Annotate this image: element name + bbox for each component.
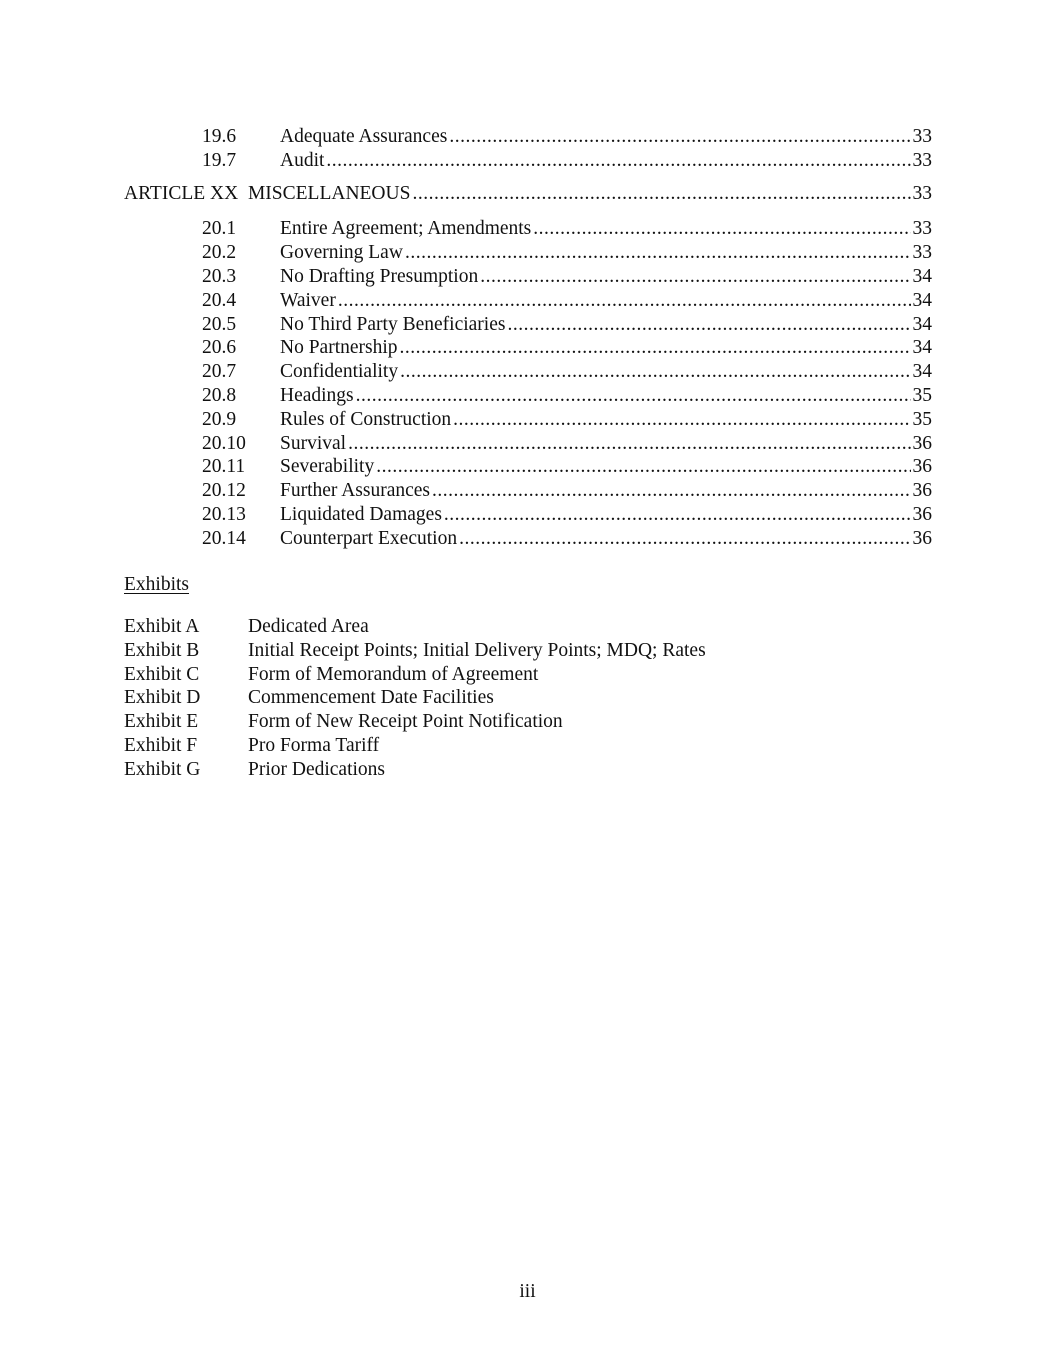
toc-entry-page: 34 [912,314,932,335]
page-number: iii [519,1281,536,1302]
toc-entry-19-7[interactable] [202,149,932,173]
toc-entry-20-7[interactable] [202,360,932,384]
toc-entry-20-10[interactable] [202,432,932,456]
toc-entry-number: 19.7 [202,150,237,171]
toc-entry-number: 20.7 [202,361,237,382]
toc-entry-20-6[interactable] [202,336,932,360]
toc-entry-title: Audit [280,150,325,171]
dot-leader [326,149,910,173]
toc-entry-title: Liquidated Damages [280,504,442,525]
toc-entry-page: 33 [912,150,932,171]
toc-entry-20-13[interactable] [202,503,932,527]
dot-leader [432,479,910,503]
exhibit-description: Initial Receipt Points; Initial Delivery Points; MDQ; Rates [248,640,706,661]
toc-entry-title: Entire Agreement; Amendments [280,218,532,239]
toc-entry-page: 34 [912,290,932,311]
toc-entry-19-6[interactable] [202,125,932,149]
toc-entry-number: 20.6 [202,337,237,358]
toc-entry-title: Adequate Assurances [280,126,448,147]
toc-entry-number: 20.13 [202,504,246,525]
toc-entry-title: No Third Party Beneficiaries [280,314,506,335]
toc-entry-20-12[interactable] [202,479,932,503]
exhibit-label: Exhibit G [124,759,201,780]
exhibit-description: Dedicated Area [248,616,369,637]
exhibit-label: Exhibit C [124,664,200,685]
toc-entry-page: 36 [912,504,932,525]
toc-entry-page: 34 [912,337,932,358]
dot-leader [400,336,911,360]
dot-leader [348,432,910,456]
toc-entry-20-5[interactable] [202,313,932,337]
exhibit-description: Pro Forma Tariff [248,735,380,756]
toc-entry-page: 35 [912,385,932,406]
dot-leader [412,182,910,206]
dot-leader [444,503,911,527]
toc-entry-page: 33 [912,218,932,239]
toc-entry-page: 34 [912,361,932,382]
dot-leader [338,289,911,313]
toc-entry-page: 36 [912,456,932,477]
exhibit-description: Prior Dedications [248,759,386,780]
toc-entry-number: 20.3 [202,266,237,287]
exhibit-description: Form of Memorandum of Agreement [248,664,539,685]
dot-leader [405,241,911,265]
toc-entry-20-3[interactable] [202,265,932,289]
toc-entry-20-9[interactable] [202,408,932,432]
toc-entry-number: 20.9 [202,409,237,430]
toc-entry-title: Waiver [280,290,336,311]
toc-article-title: ARTICLE XX MISCELLANEOUS [124,183,411,204]
toc-entry-20-4[interactable] [202,289,932,313]
dot-leader [356,384,911,408]
toc-entry-20-2[interactable] [202,241,932,265]
dot-leader [480,265,910,289]
toc-entry-title: Severability [280,456,375,477]
toc-entry-title: Survival [280,433,347,454]
toc-entry-20-11[interactable] [202,455,932,479]
exhibit-label: Exhibit F [124,735,198,756]
dot-leader [400,360,910,384]
toc-entry-number: 20.4 [202,290,237,311]
toc-entry-title: No Partnership [280,337,398,358]
toc-entry-title: Confidentiality [280,361,399,382]
toc-entry-20-8[interactable] [202,384,932,408]
exhibit-label: Exhibit B [124,640,200,661]
exhibit-description: Form of New Receipt Point Notification [248,711,563,732]
toc-article-xx[interactable] [124,182,932,206]
dot-leader [449,125,910,149]
toc-entry-page: 35 [912,409,932,430]
toc-entry-title: Rules of Construction [280,409,452,430]
toc-entry-page: 34 [912,266,932,287]
exhibit-label: Exhibit E [124,711,199,732]
toc-entry-number: 20.2 [202,242,237,263]
toc-entry-title: Headings [280,385,354,406]
dot-leader [507,313,910,337]
toc-entry-page: 36 [912,528,932,549]
toc-entry-page: 36 [912,433,932,454]
toc-entry-20-14[interactable] [202,527,932,551]
dot-leader [453,408,910,432]
toc-entry-number: 20.10 [202,433,246,454]
toc-entry-title: No Drafting Presumption [280,266,479,287]
dot-leader [533,217,910,241]
toc-entry-number: 20.1 [202,218,237,239]
toc-entry-20-1[interactable] [202,217,932,241]
dot-leader [459,527,910,551]
toc-entry-title: Counterpart Execution [280,528,458,549]
toc-entry-number: 20.8 [202,385,237,406]
toc-entry-number: 20.12 [202,480,246,501]
exhibit-description: Commencement Date Facilities [248,687,494,708]
toc-entry-number: 20.14 [202,528,246,549]
toc-article-page: 33 [912,183,932,204]
exhibit-label: Exhibit A [124,616,200,637]
exhibits-heading: Exhibits [124,574,190,595]
toc-entry-number: 20.11 [202,456,246,477]
toc-entry-number: 19.6 [202,126,237,147]
dot-leader [376,455,910,479]
toc-entry-page: 36 [912,480,932,501]
exhibit-label: Exhibit D [124,687,201,708]
toc-entry-title: Further Assurances [280,480,431,501]
toc-entry-number: 20.5 [202,314,237,335]
toc-entry-title: Governing Law [280,242,403,263]
toc-entry-page: 33 [912,242,932,263]
toc-entry-page: 33 [912,126,932,147]
